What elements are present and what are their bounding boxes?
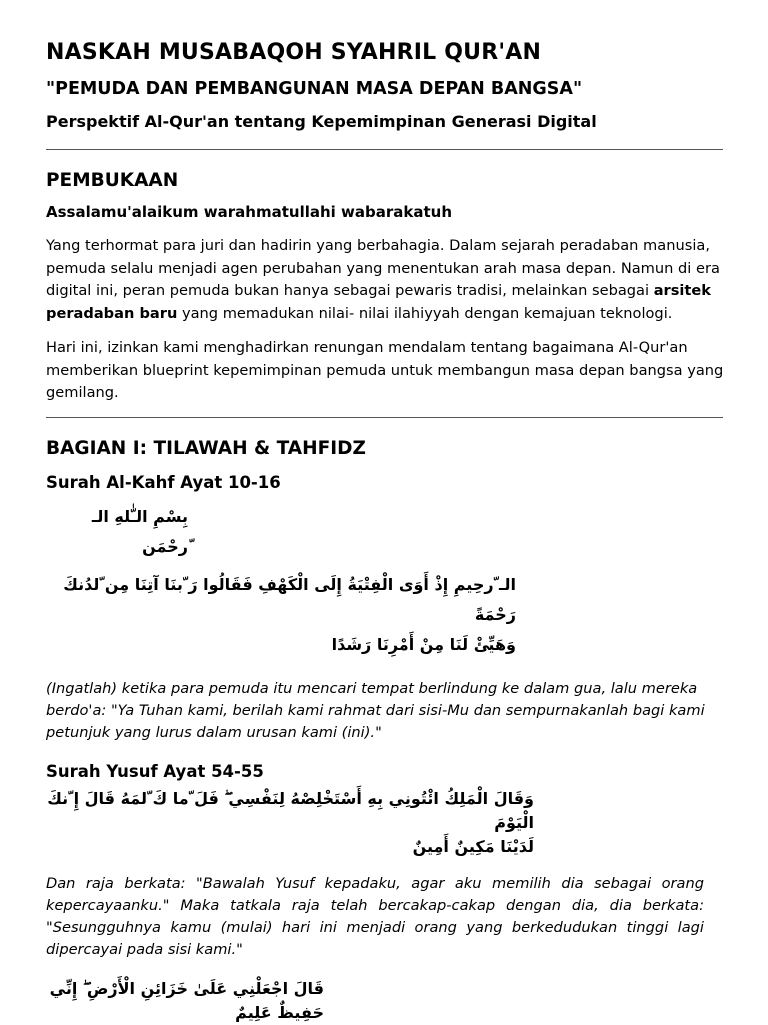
translation-kahf: (Ingatlah) ketika para pemuda itu mencari tempat berlindung ke dalam gua, lalu mereka berdo'a: "Ya Tuhan kami, berilah kami rahmat dari sisi-Mu dan sempurnakanlah bagi kami petunjuk yang lurus dalam urusan kami (ini)."	[46, 679, 705, 741]
arabic-line: لَدَيْنَا مَكِينٌ أَمِينٌ	[412, 836, 534, 856]
greeting: Assalamu'alaikum warahmatullahi wabarakatuh	[46, 203, 452, 221]
document-page	[46, 40, 746, 1025]
emphasis-text: arsitek peradaban baru	[46, 282, 712, 322]
arabic-verse-kahf	[46, 570, 516, 660]
arabic-line: وَهَيِّئْ لَنَا مِنْ أَمْرِنَا رَشَدًا	[331, 634, 516, 654]
arabic-basmalah: بِسْمِ الـّٰلهِ الـ ّرحْمَن	[91, 506, 188, 556]
arabic-line: حَفِيظٌ عَلِيمٌ	[235, 1002, 324, 1022]
section-heading-bagian-1: BAGIAN I: TILAWAH & TAHFIDZ	[46, 437, 366, 459]
pembukaan-paragraph-2: Hari ini, izinkan kami menghadirkan renungan mendalam tentang bagaimana Al-Qur'an memberikan blueprint kepemimpinan pemuda untuk membangun masa depan bangsa yang gemilang.	[46, 339, 724, 401]
arabic-verse-yusuf-55	[46, 977, 324, 1025]
arabic-line: وَقَالَ الْمَلِكُ ائْتُونِي بِهِ أَسْتَخْلِصْهُ لِنَفْسِي ۖ فَلَ ّما كَ ّلمَهُ قَالَ إِ ّنكَ الْيَوْمَ	[47, 788, 534, 832]
document-subsubtitle: Perspektif Al-Qur'an tentang Kepemimpinan Generasi Digital	[46, 112, 597, 131]
divider	[46, 149, 723, 150]
surah-title-kahf: Surah Al-Kahf Ayat 10-16	[46, 472, 281, 492]
document-title: NASKAH MUSABAQOH SYAHRIL QUR'AN	[46, 40, 542, 65]
document-subtitle: "PEMUDA DAN PEMBANGUNAN MASA DEPAN BANGSA"	[46, 79, 583, 99]
paragraph-text: yang memadukan nilai- nilai ilahiyyah dengan kemajuan teknologi.	[177, 304, 673, 322]
paragraph-text: Yang terhormat para juri dan hadirin yang berbahagia. Dalam sejarah peradaban manusia, pemuda selalu menjadi agen perubahan yang menentukan arah masa depan. Namun di era digital ini, peran pemuda bukan hanya sebagai pewaris tradisi, melainkan sebagai	[46, 237, 720, 299]
translation-yusuf: Dan raja berkata: "Bawalah Yusuf kepadaku, agar aku memilih dia sebagai orang kepercayaanku." Maka tatkala raja telah bercakap-cakap dengan dia, dia berkata: "Sesungguhnya kamu (mulai) hari ini menjadi orang yang berkedudukan tinggi lagi dipercayai pada sisi kami."	[46, 874, 704, 958]
surah-title-yusuf: Surah Yusuf Ayat 54-55	[46, 761, 264, 781]
section-heading-pembukaan: PEMBUKAAN	[46, 170, 179, 191]
arabic-line: الـ ّرحِيمِ إِذْ أَوَى الْفِتْيَةُ إِلَى الْكَهْفِ فَقَالُوا رَ ّبنَا آتِنَا مِن ّلدُنكَ رَحْمَةً	[63, 574, 516, 624]
arabic-verse-yusuf	[46, 787, 534, 859]
divider	[46, 417, 723, 418]
arabic-line: قَالَ اجْعَلْنِي عَلَىٰ خَزَائِنِ الْأَرْضِ ۖ إِنِّي	[49, 978, 324, 998]
pembukaan-paragraph-1	[46, 235, 746, 325]
